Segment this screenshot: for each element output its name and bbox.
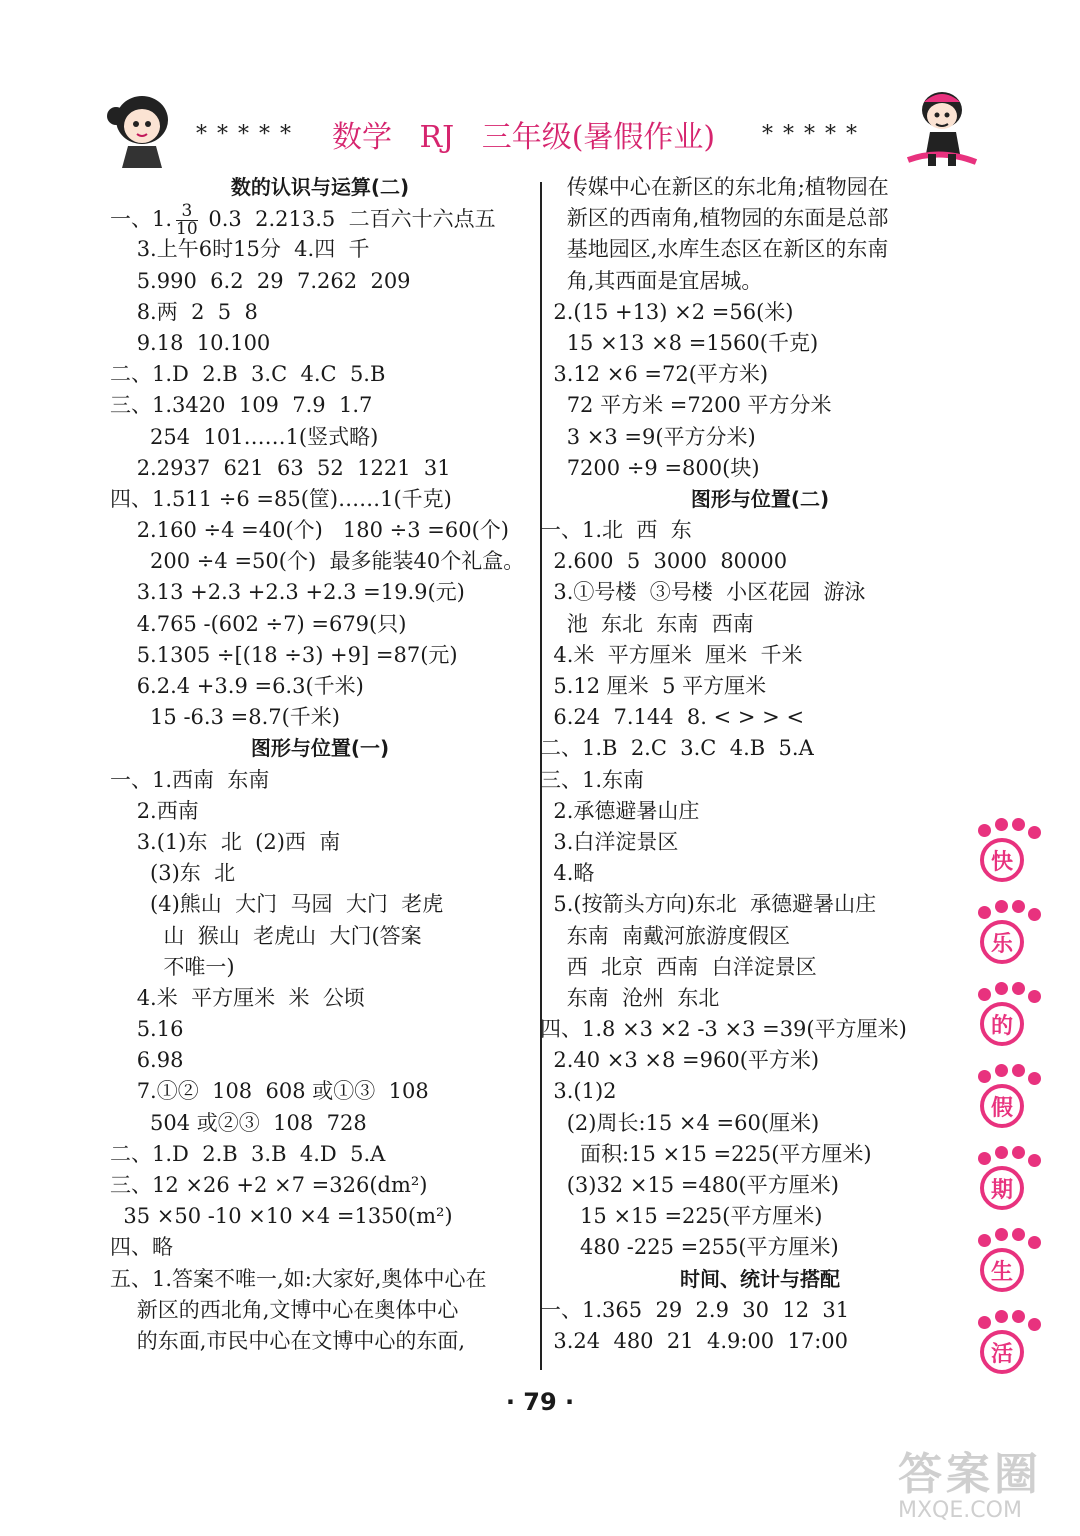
answer-line bbox=[110, 640, 530, 671]
answer-text: 五、1.答案不唯一,如:大家好,奥体中心在 bbox=[110, 1266, 487, 1291]
answer-text: 3.①号楼 ③号楼 小区花园 游泳 bbox=[540, 580, 866, 605]
paw-toe-icon bbox=[978, 824, 991, 837]
paw-toe-icon bbox=[995, 1310, 1008, 1323]
girl-cartoon-icon bbox=[106, 90, 176, 168]
answer-text: (4)熊山 大门 马园 大门 老虎 bbox=[110, 892, 444, 917]
paw-toe-icon bbox=[1028, 1154, 1041, 1167]
answer-text-after: 0.3 2.213.5 二百六十六点五 bbox=[201, 207, 496, 232]
answer-line bbox=[540, 234, 980, 265]
paw-toe-icon bbox=[995, 900, 1008, 913]
answer-text: 5.16 bbox=[110, 1017, 184, 1042]
answer-line bbox=[540, 671, 980, 702]
answer-line bbox=[540, 796, 980, 827]
answer-text: 一、1.西南 东南 bbox=[110, 767, 270, 792]
answer-text: 5.1305 ÷[(18 ÷3) +9] =87(元) bbox=[110, 642, 458, 667]
answer-text: 二、1.D 2.B 3.B 4.D 5.A bbox=[110, 1141, 386, 1166]
header-title bbox=[332, 112, 733, 156]
paw-badge-char: 乐 bbox=[980, 920, 1024, 964]
subject-label: 数学 bbox=[332, 120, 392, 155]
answer-text: 一、1.北 西 东 bbox=[540, 518, 692, 543]
answer-text: 不唯一) bbox=[110, 954, 235, 979]
answer-text: 图形与位置(二) bbox=[690, 486, 830, 511]
answer-line bbox=[540, 983, 980, 1014]
answer-line bbox=[110, 1014, 530, 1045]
answer-text: 2.(15 +13) ×2 =56(米) bbox=[540, 299, 794, 324]
paw-toe-icon bbox=[995, 982, 1008, 995]
paw-badge bbox=[968, 1228, 1038, 1300]
answer-line bbox=[110, 796, 530, 827]
page-header bbox=[100, 88, 980, 178]
answer-text: (3)32 ×15 =480(平方厘米) bbox=[540, 1173, 839, 1197]
answer-line bbox=[110, 453, 530, 484]
paw-badge-char: 活 bbox=[980, 1330, 1024, 1374]
paw-toe-icon bbox=[995, 818, 1008, 831]
watermark-logo bbox=[898, 1438, 1068, 1528]
paw-toe-icon bbox=[978, 1152, 991, 1165]
answer-text: 四、1.8 ×3 ×2 -3 ×3 =39(平方厘米) bbox=[540, 1017, 907, 1042]
answer-text: 山 猴山 老虎山 大门(答案 bbox=[110, 923, 422, 948]
paw-toe-icon bbox=[1012, 818, 1025, 831]
answer-text: 254 101……1(竖式略) bbox=[110, 424, 379, 449]
paw-toe-icon bbox=[978, 1234, 991, 1247]
side-badges bbox=[968, 818, 1048, 1392]
answer-text: 2.40 ×3 ×8 =960(平方米) bbox=[540, 1048, 820, 1073]
answer-line bbox=[540, 827, 980, 858]
paw-toe-icon bbox=[978, 1316, 991, 1329]
watermark-url: MXQE.COM bbox=[898, 1498, 1022, 1523]
boy-cartoon-icon bbox=[900, 88, 980, 170]
answer-line bbox=[110, 359, 530, 390]
answer-line bbox=[110, 1139, 530, 1170]
answer-text: 西 北京 西南 白洋淀景区 bbox=[540, 954, 817, 979]
section-heading bbox=[110, 733, 530, 764]
paw-badge bbox=[968, 1310, 1038, 1382]
stars-right: ***** bbox=[762, 122, 867, 147]
paw-badge-char: 期 bbox=[980, 1166, 1024, 1210]
paw-toe-icon bbox=[978, 906, 991, 919]
watermark-text: 答案圈 bbox=[898, 1449, 1042, 1500]
answer-text: 图形与位置(一) bbox=[250, 736, 390, 761]
answer-text: 池 东北 东南 西南 bbox=[540, 611, 754, 636]
answer-text: 35 ×50 -10 ×10 ×4 =1350(m²) bbox=[110, 1204, 453, 1229]
paw-toe-icon bbox=[995, 1228, 1008, 1241]
answer-line bbox=[110, 1108, 530, 1139]
answer-text: 4.765 -(602 ÷7) =679(只) bbox=[110, 611, 407, 636]
answer-text: 2.承德避暑山庄 bbox=[540, 798, 700, 823]
paw-toe-icon bbox=[1028, 908, 1041, 921]
answer-line bbox=[110, 1295, 530, 1326]
answer-text: 2.160 ÷4 =40(个) 180 ÷3 =60(个) bbox=[110, 518, 509, 543]
fraction bbox=[176, 203, 198, 238]
answer-text: 东南 南戴河旅游度假区 bbox=[540, 923, 791, 948]
answer-text: 2.600 5 3000 80000 bbox=[540, 549, 788, 574]
answer-line bbox=[110, 702, 530, 733]
answer-line bbox=[110, 1045, 530, 1076]
answer-text: 3.(1)2 bbox=[540, 1079, 617, 1104]
answer-line bbox=[540, 889, 980, 920]
section-heading bbox=[540, 1264, 980, 1295]
answer-text: 3.12 ×6 =72(平方米) bbox=[540, 362, 769, 387]
answer-text: 5.(按箭头方向)东北 承德避暑山庄 bbox=[540, 892, 877, 917]
fraction-numerator: 3 bbox=[176, 203, 198, 221]
answer-text: 数的认识与运算(二) bbox=[230, 175, 410, 199]
answer-text: (3)东 北 bbox=[110, 861, 236, 886]
answer-line bbox=[110, 390, 530, 421]
answer-line bbox=[110, 827, 530, 858]
answer-text: 3.24 480 21 4.9:00 17:00 bbox=[540, 1328, 849, 1353]
answer-text: 3.13 +2.3 +2.3 +2.3 =19.9(元) bbox=[110, 580, 465, 605]
section-heading bbox=[110, 172, 530, 203]
answer-text: 9.18 10.100 bbox=[110, 330, 271, 355]
paw-badge-char: 快 bbox=[980, 838, 1024, 882]
answer-text: 基地园区,水库生态区在新区的东南 bbox=[540, 237, 889, 262]
answer-line bbox=[110, 952, 530, 983]
answer-line bbox=[540, 577, 980, 608]
answer-line bbox=[110, 765, 530, 796]
answer-text: 7.①② 108 608 或①③ 108 bbox=[110, 1079, 429, 1104]
paw-badge-char: 的 bbox=[980, 1002, 1024, 1046]
paw-toe-icon bbox=[1012, 900, 1025, 913]
answer-line bbox=[540, 172, 980, 203]
answer-text: 时间、统计与搭配 bbox=[680, 1266, 840, 1291]
answer-text: 2.2937 621 63 52 1221 31 bbox=[110, 455, 451, 480]
answer-line bbox=[540, 858, 980, 889]
answer-text: 5.12 厘米 5 平方厘米 bbox=[540, 674, 767, 698]
answer-text: 四、略 bbox=[110, 1235, 173, 1260]
answer-line bbox=[110, 921, 530, 952]
paw-badge bbox=[968, 1146, 1038, 1218]
answer-text: 7200 ÷9 =800(块) bbox=[540, 455, 760, 480]
paw-badge bbox=[968, 1064, 1038, 1136]
answer-line bbox=[110, 1170, 530, 1201]
answer-text: 4.米 平方厘米 厘米 千米 bbox=[540, 642, 803, 667]
paw-badge bbox=[968, 900, 1038, 972]
answer-line bbox=[540, 1139, 980, 1170]
answer-text: 面积:15 ×15 =225(平方厘米) bbox=[540, 1141, 872, 1166]
answer-line bbox=[540, 515, 980, 546]
fraction-denominator: 10 bbox=[176, 219, 198, 240]
answer-line bbox=[540, 390, 980, 421]
answer-line bbox=[540, 765, 980, 796]
answer-line bbox=[110, 328, 530, 359]
answer-text: 传媒中心在新区的东北角;植物园在 bbox=[540, 175, 889, 199]
answer-text: 四、1.511 ÷6 =85(筐)……1(千克) bbox=[110, 486, 452, 511]
answer-line bbox=[540, 733, 980, 764]
answer-text: 200 ÷4 =50(个) 最多能装40个礼盒。 bbox=[110, 549, 525, 574]
answer-text: 6.2.4 +3.9 =6.3(千米) bbox=[110, 674, 364, 698]
answer-text: 3 ×3 =9(平方分米) bbox=[540, 424, 756, 449]
answer-line bbox=[110, 422, 530, 453]
answer-text: 2.西南 bbox=[110, 798, 199, 823]
right-answer-column bbox=[540, 172, 980, 1357]
answer-line bbox=[540, 359, 980, 390]
answer-text: 新区的西南角,植物园的东面是总部 bbox=[540, 206, 889, 231]
answer-text: 6.24 7.144 8. < > > < bbox=[540, 705, 805, 730]
answer-text: 3.(1)东 北 (2)西 南 bbox=[110, 829, 341, 854]
answer-text: 8.两 2 5 8 bbox=[110, 299, 258, 324]
answer-line bbox=[540, 203, 980, 234]
answer-line bbox=[110, 671, 530, 702]
answer-line bbox=[540, 546, 980, 577]
answer-line bbox=[540, 1108, 980, 1139]
answer-text: 480 -225 =255(平方厘米) bbox=[540, 1235, 839, 1260]
paw-toe-icon bbox=[1028, 826, 1041, 839]
left-answer-column bbox=[110, 172, 530, 1357]
answer-line bbox=[110, 546, 530, 577]
answer-line bbox=[540, 1326, 980, 1357]
answer-line bbox=[540, 609, 980, 640]
answer-line bbox=[110, 201, 530, 240]
answer-text: 三、12 ×26 +2 ×7 =326(dm²) bbox=[110, 1173, 428, 1197]
paw-toe-icon bbox=[1012, 1228, 1025, 1241]
answer-line bbox=[540, 640, 980, 671]
answer-line bbox=[540, 702, 980, 733]
paw-badge bbox=[968, 982, 1038, 1054]
answer-text: 东南 沧州 东北 bbox=[540, 985, 720, 1010]
paw-toe-icon bbox=[1028, 1318, 1041, 1331]
paw-badge-char: 生 bbox=[980, 1248, 1024, 1292]
paw-toe-icon bbox=[995, 1064, 1008, 1077]
answer-text: 4.略 bbox=[540, 861, 595, 886]
answer-text: 的东面,市民中心在文博中心的东面, bbox=[110, 1328, 466, 1353]
answer-line bbox=[110, 1264, 530, 1295]
answer-line bbox=[540, 1014, 980, 1045]
paw-toe-icon bbox=[1012, 1064, 1025, 1077]
paw-toe-icon bbox=[1012, 982, 1025, 995]
paw-toe-icon bbox=[1028, 990, 1041, 1003]
answer-text: 72 平方米 =7200 平方分米 bbox=[540, 393, 832, 418]
answer-text: 3.白洋淀景区 bbox=[540, 829, 679, 854]
answer-line bbox=[110, 234, 530, 265]
answer-line bbox=[110, 609, 530, 640]
answer-line bbox=[540, 266, 980, 297]
answer-line bbox=[540, 297, 980, 328]
answer-line bbox=[110, 515, 530, 546]
answer-text: 新区的西北角,文博中心在奥体中心 bbox=[110, 1297, 459, 1322]
answer-text: 一、1. bbox=[110, 207, 173, 232]
answer-text: 二、1.B 2.C 3.C 4.B 5.A bbox=[540, 736, 814, 761]
answer-line bbox=[110, 484, 530, 515]
answer-line bbox=[540, 1232, 980, 1263]
edition-label: RJ bbox=[419, 120, 455, 155]
answer-line bbox=[540, 921, 980, 952]
answer-text: 6.98 bbox=[110, 1048, 184, 1073]
answer-line bbox=[110, 858, 530, 889]
answer-text: 15 ×15 =225(平方厘米) bbox=[540, 1204, 823, 1229]
paw-badge-char: 假 bbox=[980, 1084, 1024, 1128]
paw-toe-icon bbox=[1012, 1310, 1025, 1323]
answer-text: 二、1.D 2.B 3.C 4.C 5.B bbox=[110, 362, 386, 387]
answer-line bbox=[110, 577, 530, 608]
answer-line bbox=[540, 1201, 980, 1232]
answer-line bbox=[540, 952, 980, 983]
answer-text: 三、1.东南 bbox=[540, 767, 645, 792]
answer-line bbox=[540, 328, 980, 359]
answer-line bbox=[110, 266, 530, 297]
answer-text: 4.米 平方厘米 米 公顷 bbox=[110, 985, 365, 1010]
answer-line bbox=[110, 1201, 530, 1232]
answer-text: 三、1.3420 109 7.9 1.7 bbox=[110, 393, 373, 418]
answer-text: 3.上午6时15分 4.四 千 bbox=[110, 237, 370, 262]
answer-text: 5.990 6.2 29 7.262 209 bbox=[110, 268, 411, 293]
paw-toe-icon bbox=[995, 1146, 1008, 1159]
answer-text: 504 或②③ 108 728 bbox=[110, 1110, 367, 1135]
answer-text: (2)周长:15 ×4 =60(厘米) bbox=[540, 1110, 820, 1135]
grade-label: 三年级(暑假作业) bbox=[481, 120, 716, 155]
stars-left: ***** bbox=[196, 122, 301, 147]
answer-line bbox=[540, 1295, 980, 1326]
answer-line bbox=[540, 1045, 980, 1076]
answer-line bbox=[540, 1170, 980, 1201]
section-heading bbox=[540, 484, 980, 515]
answer-line bbox=[110, 1232, 530, 1263]
answer-line bbox=[110, 1076, 530, 1107]
paw-toe-icon bbox=[1012, 1146, 1025, 1159]
answer-text: 15 -6.3 =8.7(千米) bbox=[110, 705, 340, 730]
paw-toe-icon bbox=[978, 1070, 991, 1083]
answer-text: 一、1.365 29 2.9 30 12 31 bbox=[540, 1297, 850, 1322]
answer-line bbox=[540, 1076, 980, 1107]
answer-line bbox=[540, 422, 980, 453]
answer-line bbox=[110, 1326, 530, 1357]
answer-line bbox=[540, 453, 980, 484]
paw-toe-icon bbox=[1028, 1236, 1041, 1249]
paw-badge bbox=[968, 818, 1038, 890]
answer-text: 15 ×13 ×8 =1560(千克) bbox=[540, 330, 819, 355]
page-number: · 79 · bbox=[505, 1388, 575, 1416]
answer-line bbox=[110, 889, 530, 920]
answer-line bbox=[110, 297, 530, 328]
paw-toe-icon bbox=[1028, 1072, 1041, 1085]
answer-text: 角,其西面是宜居城。 bbox=[540, 268, 763, 293]
paw-toe-icon bbox=[978, 988, 991, 1001]
answer-line bbox=[110, 983, 530, 1014]
